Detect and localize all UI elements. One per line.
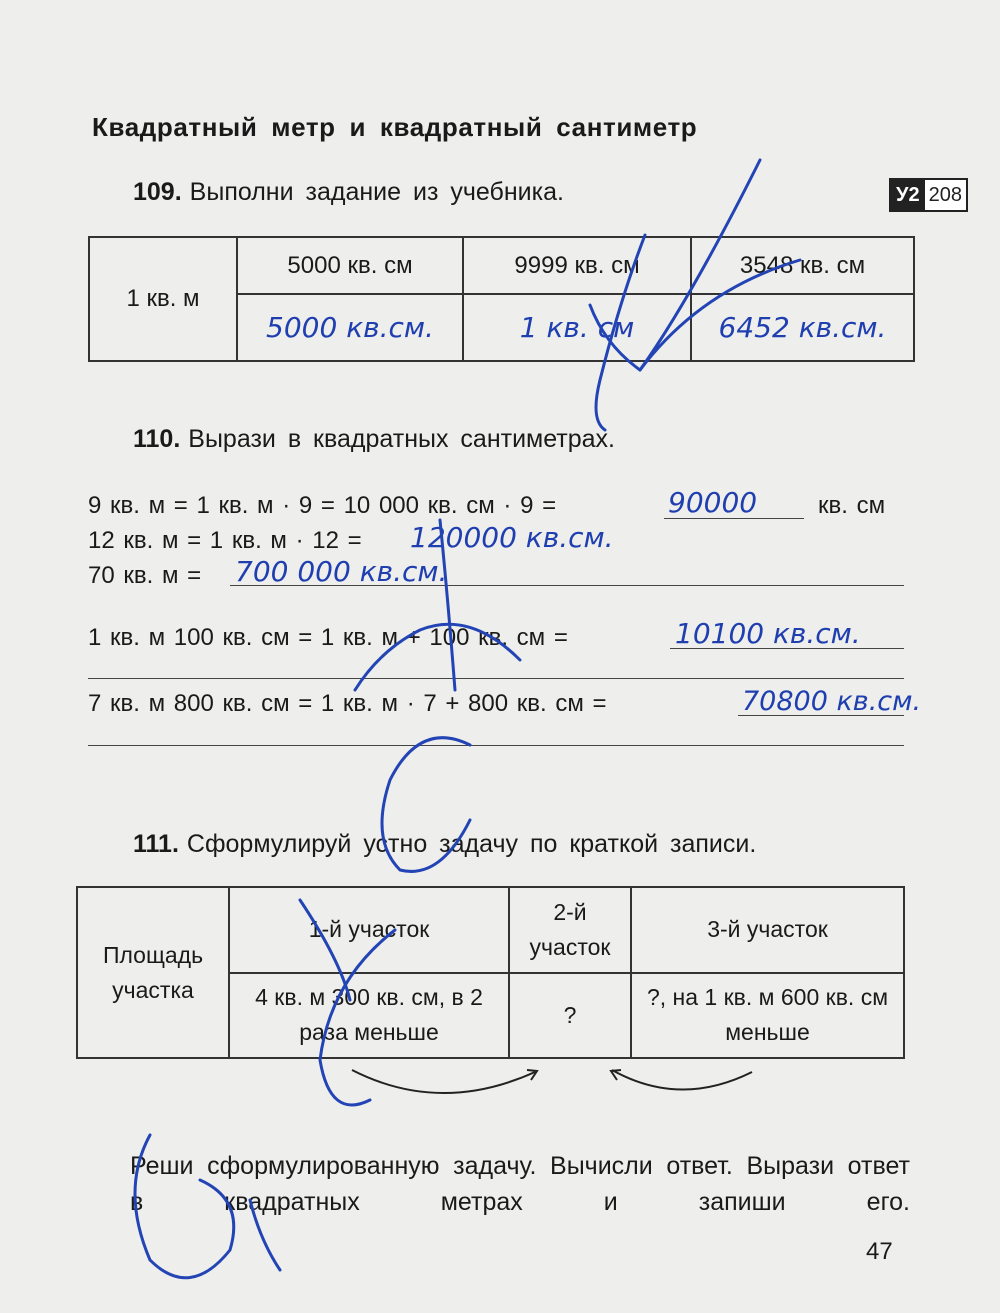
task-109-answer-cell[interactable]: [237, 294, 463, 361]
task-111-number: 111.: [133, 830, 179, 858]
handwritten-answer: 10100 кв.см.: [675, 617, 861, 650]
task-111-table: [76, 886, 905, 1059]
handwritten-answer: 1 кв. см: [519, 311, 635, 345]
task-111-heading: [133, 830, 756, 859]
task-110-line-3: 70 кв. м =: [88, 562, 202, 589]
task-109-text: Выполни задание из учебника.: [189, 178, 564, 206]
badge-page: 208: [925, 180, 966, 210]
task-111-row-label: Площадь участка: [77, 887, 229, 1058]
task-110-line-4: 1 кв. м 100 кв. см = 1 кв. м + 100 кв. см =: [88, 624, 568, 651]
task-109-given-cell: 5000 кв. см: [237, 237, 463, 294]
page-number: 47: [866, 1238, 893, 1265]
handwritten-answer: 90000: [668, 486, 758, 519]
handwritten-answer: 120000 кв.см.: [410, 521, 614, 554]
task-109-answer-cell[interactable]: [691, 294, 914, 361]
task-110-text: Вырази в квадратных сантиметрах.: [188, 425, 615, 453]
handwritten-answer: 5000 кв.см.: [266, 311, 434, 345]
task-109-row-label: 1 кв. м: [89, 237, 237, 361]
task-110-number: 110.: [133, 425, 181, 453]
task-110-line-1: 9 кв. м = 1 кв. м · 9 = 10 000 кв. см · 9 =: [88, 492, 557, 519]
task-111-text: Сформулируй устно задачу по краткой записи.: [186, 830, 757, 858]
task-110-line-2: 12 кв. м = 1 кв. м · 12 =: [88, 527, 362, 554]
task-110-heading: [133, 425, 615, 454]
task-111-header: 2-й участок: [509, 887, 631, 973]
task-110-line-1-unit: кв. см: [818, 492, 886, 519]
answer-line[interactable]: [88, 745, 904, 746]
task-109-answer-cell[interactable]: [463, 294, 691, 361]
task-109-number: 109.: [133, 178, 182, 206]
handwritten-answer: 70800 кв.см.: [742, 686, 922, 717]
task-111-solve-text: Реши сформулированную задачу. Вычисли ответ. Вырази ответ в квадратных метрах и запиши его.: [130, 1152, 910, 1216]
task-111-header: 3-й участок: [631, 887, 904, 973]
task-110-line-5: 7 кв. м 800 кв. см = 1 кв. м · 7 + 800 кв. см =: [88, 690, 607, 717]
task-111-cell: 4 кв. м 300 кв. см, в 2 раза меньше: [229, 973, 509, 1059]
textbook-reference-badge: [889, 178, 968, 212]
task-111-cell: ?, на 1 кв. м 600 кв. см меньше: [631, 973, 904, 1059]
task-109-given-cell: 9999 кв. см: [463, 237, 691, 294]
page-title: Квадратный метр и квадратный сантиметр: [92, 112, 698, 142]
handwritten-answer: 6452 кв.см.: [718, 311, 887, 345]
task-111-cell: ?: [509, 973, 631, 1059]
task-111-header: 1-й участок: [229, 887, 509, 973]
answer-line[interactable]: [88, 678, 904, 679]
badge-book: У2: [891, 180, 925, 210]
task-109-given-cell: 3548 кв. см: [691, 237, 914, 294]
task-109-heading: [133, 178, 564, 207]
task-109-table: [88, 236, 915, 362]
handwritten-answer: 700 000 кв.см.: [235, 555, 448, 588]
